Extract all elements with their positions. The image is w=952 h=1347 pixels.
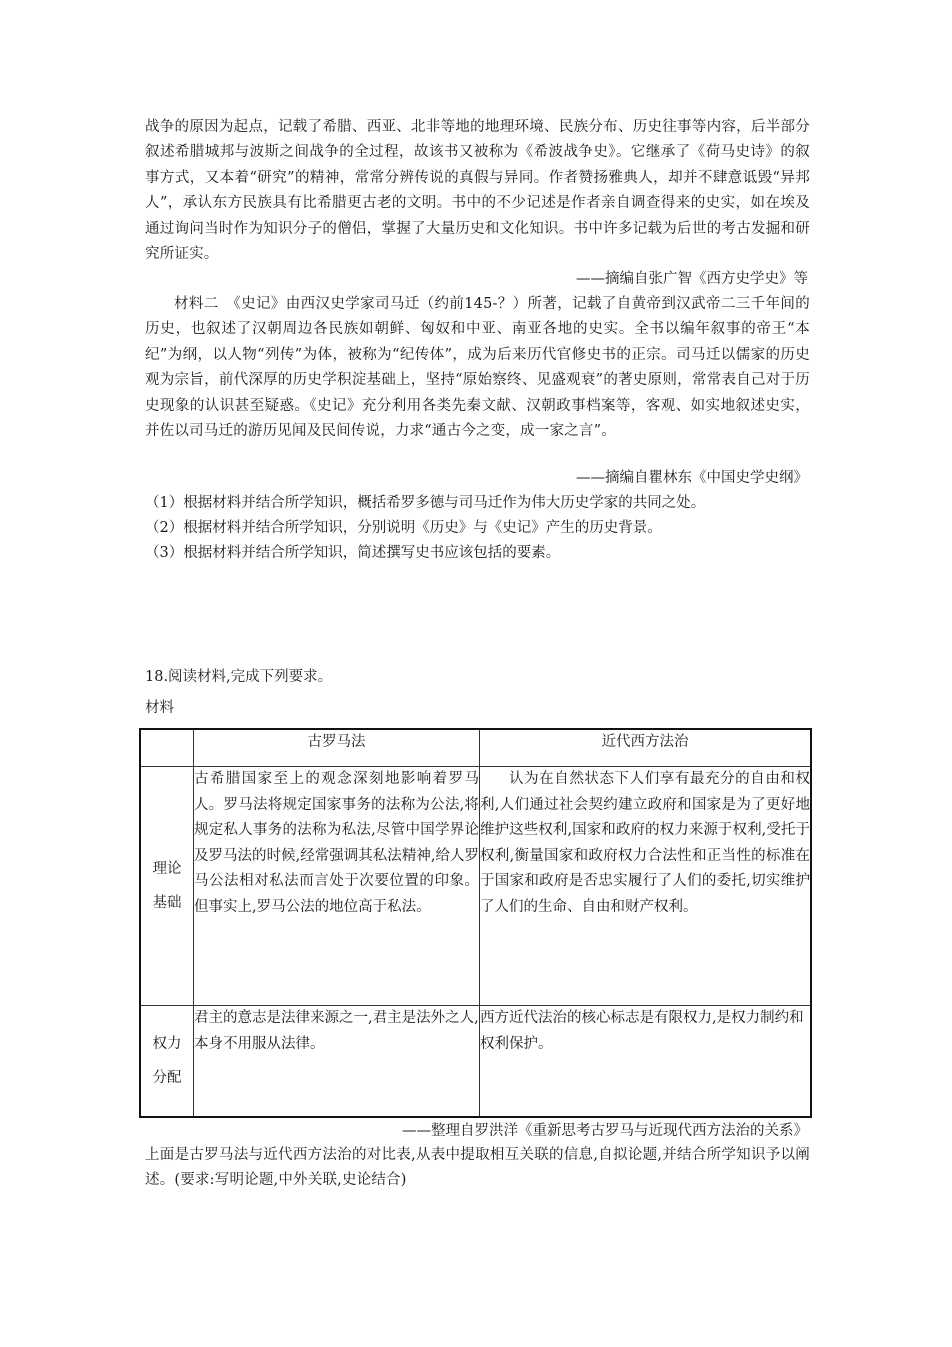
question-1: （1）根据材料并结合所学知识，概括希罗多德与司马迁作为伟大历史学家的共同之处。 <box>145 495 706 511</box>
question-3: （3）根据材料并结合所学知识，简述撰写史书应该包括的要素。 <box>145 545 561 561</box>
row-label-theory <box>140 767 194 1006</box>
material-one-text: 战争的原因为起点，记载了希腊、西亚、北非等地的地理环境、民族分布、历史往事等内容，后半部分叙述希腊城邦与波斯之间战争的全过程，故该书又被称为《希波战争史》。它继承了《荷马史诗》的叙事方式，又本着“研究”的精神，常常分辨传说的真假与异同。作者赞扬雅典人，却并不肆意诋毁“异邦人”，承认东方民族具有比希腊更古老的文明。书中的不少记述是作者亲自调查得来的史实，如在埃及通过询问当时作为知识分子的僧侣，掌握了大量历史和文化知识。书中许多记载为后世的考古发掘和研究所证实。 <box>145 119 810 263</box>
row-label-theory-text: 理论 基础 <box>152 861 182 911</box>
cell-roman-theory: 古希腊国家至上的观念深刻地影响着罗马人。罗马法将规定国家事务的法称为公法,将规定私人事务的法称为私法,尽管中国学界论及罗马法的时候,经常强调其私法精神,给人罗马公法相对私法而言处于次要位置的印象。但事实上,罗马公法的地位高于私法。 <box>194 767 480 1006</box>
material-label: 材料 <box>145 700 174 716</box>
comparison-table <box>139 728 812 1118</box>
table-source: ——整理自罗洪洋《重新思考古罗马与近现代西方法治的关系》 <box>402 1123 808 1139</box>
material-two-text: 材料二 《史记》由西汉史学家司马迁（约前145-？）所著，记载了自黄帝到汉武帝二三千年间的历史，也叙述了汉朝周边各民族如朝鲜、匈奴和中亚、南亚各地的史实。全书以编年叙事的帝王“本纪”为纲，以人物“列传”为体，被称为“纪传体”，成为后来历代官修史书的正宗。司马迁以儒家的历史观为宗旨，前代深厚的历史学积淀基础上，坚持“原始察终、见盛观衰”的著史原则，常常表自己对于历史现象的认识甚至疑惑。《史记》充分利用各类先秦文献、汉朝政事档案等，客观、如实地叙述史实，并佐以司马迁的游历见闻及民间传说，力求“通古今之变，成一家之言”。 <box>145 296 810 440</box>
cell-modern-theory: 认为在自然状态下人们享有最充分的自由和权利,人们通过社会契约建立政府和国家是为了更好地维护这些权利,国家和政府的权力来源于权利,受托于权利,衡量国家和政府权力合法性和正当性的标准在于国家和政府是否忠实履行了人们的委托,切实维护了人们的生命、自由和财产权利。 <box>480 767 812 1006</box>
question-18-title: 18.阅读材料,完成下列要求。 <box>145 669 333 685</box>
row-label-power-text: 权力 分配 <box>152 1036 182 1086</box>
question-2: （2）根据材料并结合所学知识，分别说明《历史》与《史记》产生的历史背景。 <box>145 520 662 536</box>
row-label-power <box>140 1006 194 1118</box>
table-header-row <box>140 729 811 767</box>
header-modern-rule-of-law: 近代西方法治 <box>480 729 812 767</box>
cell-roman-power: 君主的意志是法律来源之一,君主是法外之人,本身不用服从法律。 <box>194 1006 480 1118</box>
table-row-theory <box>140 767 811 1006</box>
table-row-power <box>140 1006 811 1118</box>
header-empty-cell <box>140 729 194 767</box>
question-18-prompt: 上面是古罗马法与近代西方法治的对比表,从表中提取相互关联的信息,自拟论题,并结合所学知识予以阐述。(要求:写明论题,中外关联,史论结合) <box>145 1147 810 1188</box>
material-two-source: ——摘编自瞿林东《中国史学史纲》 <box>576 470 808 486</box>
header-roman-law: 古罗马法 <box>194 729 480 767</box>
cell-modern-power: 西方近代法治的核心标志是有限权力,是权力制约和权利保护。 <box>480 1006 812 1118</box>
material-one-source: ——摘编自张广智《西方史学史》等 <box>576 271 808 287</box>
